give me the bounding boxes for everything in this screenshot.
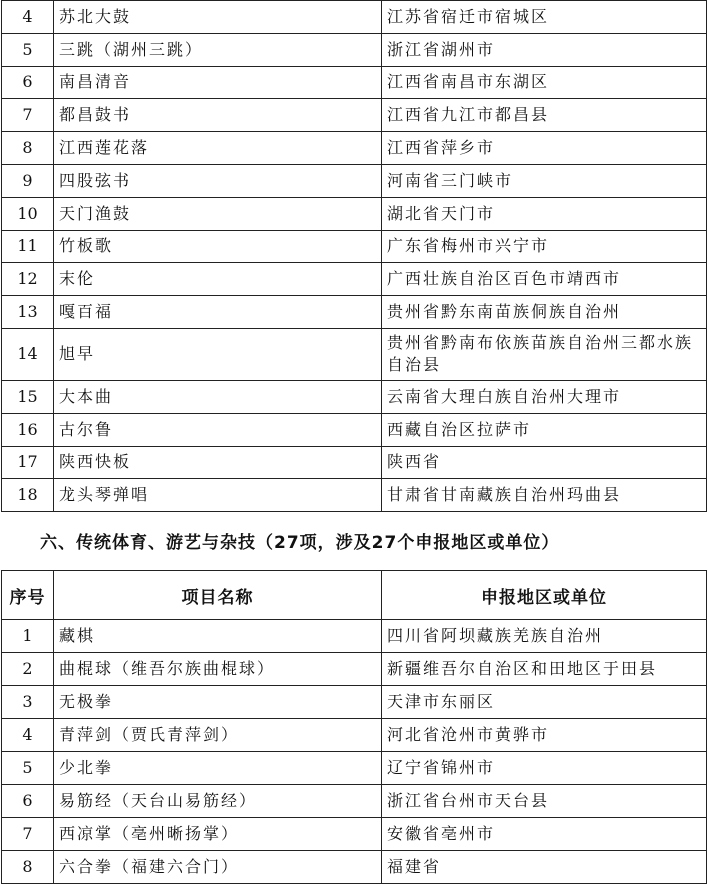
table-row bbox=[2, 686, 707, 719]
region-name: 江西省南昌市东湖区 bbox=[382, 66, 707, 99]
project-name: 大本曲 bbox=[54, 380, 382, 413]
table-row bbox=[2, 479, 707, 512]
region-name: 西藏自治区拉萨市 bbox=[382, 413, 707, 446]
region-name: 贵州省黔南布依族苗族自治州三都水族自治县 bbox=[382, 328, 707, 380]
project-name: 无极拳 bbox=[54, 686, 382, 719]
region-name: 陕西省 bbox=[382, 446, 707, 479]
project-name: 都昌鼓书 bbox=[54, 99, 382, 132]
project-name: 青萍剑（贾氏青萍剑） bbox=[54, 719, 382, 752]
project-name: 南昌清音 bbox=[54, 66, 382, 99]
table-row bbox=[2, 719, 707, 752]
row-number: 9 bbox=[2, 164, 54, 197]
table-body bbox=[2, 620, 707, 884]
region-name: 湖北省天门市 bbox=[382, 197, 707, 230]
table-row bbox=[2, 851, 707, 884]
row-number: 12 bbox=[2, 263, 54, 296]
table-row bbox=[2, 230, 707, 263]
region-name: 浙江省台州市天台县 bbox=[382, 785, 707, 818]
project-name: 嘎百福 bbox=[54, 296, 382, 329]
region-name: 贵州省黔东南苗族侗族自治州 bbox=[382, 296, 707, 329]
table-row bbox=[2, 66, 707, 99]
project-name: 竹板歌 bbox=[54, 230, 382, 263]
row-number: 8 bbox=[2, 132, 54, 165]
table-row bbox=[2, 99, 707, 132]
header-name: 项目名称 bbox=[54, 571, 382, 620]
table-row bbox=[2, 818, 707, 851]
row-number: 2 bbox=[2, 653, 54, 686]
table-row bbox=[2, 263, 707, 296]
region-name: 广东省梅州市兴宁市 bbox=[382, 230, 707, 263]
table-row bbox=[2, 1, 707, 34]
row-number: 11 bbox=[2, 230, 54, 263]
project-name: 曲棍球（维吾尔族曲棍球） bbox=[54, 653, 382, 686]
region-name: 河南省三门峡市 bbox=[382, 164, 707, 197]
region-name: 浙江省湖州市 bbox=[382, 33, 707, 66]
table-row bbox=[2, 380, 707, 413]
table-row bbox=[2, 413, 707, 446]
table-row bbox=[2, 620, 707, 653]
region-name: 安徽省亳州市 bbox=[382, 818, 707, 851]
project-name: 陕西快板 bbox=[54, 446, 382, 479]
project-table-continued bbox=[1, 0, 707, 512]
table-row bbox=[2, 164, 707, 197]
row-number: 13 bbox=[2, 296, 54, 329]
region-name: 江西省萍乡市 bbox=[382, 132, 707, 165]
row-number: 7 bbox=[2, 818, 54, 851]
region-name: 河北省沧州市黄骅市 bbox=[382, 719, 707, 752]
row-number: 4 bbox=[2, 1, 54, 34]
project-table-sports bbox=[1, 570, 707, 884]
project-name: 三跳（湖州三跳） bbox=[54, 33, 382, 66]
row-number: 17 bbox=[2, 446, 54, 479]
project-name: 西凉掌（亳州晰扬掌） bbox=[54, 818, 382, 851]
project-name: 苏北大鼓 bbox=[54, 1, 382, 34]
header-no: 序号 bbox=[2, 571, 54, 620]
region-name: 四川省阿坝藏族羌族自治州 bbox=[382, 620, 707, 653]
region-name: 甘肃省甘南藏族自治州玛曲县 bbox=[382, 479, 707, 512]
row-number: 15 bbox=[2, 380, 54, 413]
row-number: 6 bbox=[2, 66, 54, 99]
table-row bbox=[2, 132, 707, 165]
project-name: 旭早 bbox=[54, 328, 382, 380]
project-name: 天门渔鼓 bbox=[54, 197, 382, 230]
region-name: 新疆维吾尔自治区和田地区于田县 bbox=[382, 653, 707, 686]
project-name: 江西莲花落 bbox=[54, 132, 382, 165]
project-name: 龙头琴弹唱 bbox=[54, 479, 382, 512]
table-body bbox=[2, 1, 707, 512]
region-name: 江西省九江市都昌县 bbox=[382, 99, 707, 132]
row-number: 1 bbox=[2, 620, 54, 653]
row-number: 5 bbox=[2, 752, 54, 785]
row-number: 8 bbox=[2, 851, 54, 884]
header-region: 申报地区或单位 bbox=[382, 571, 707, 620]
table-row bbox=[2, 446, 707, 479]
project-name: 易筋经（天台山易筋经） bbox=[54, 785, 382, 818]
row-number: 18 bbox=[2, 479, 54, 512]
row-number: 16 bbox=[2, 413, 54, 446]
row-number: 10 bbox=[2, 197, 54, 230]
project-name: 末伦 bbox=[54, 263, 382, 296]
project-name: 六合拳（福建六合门） bbox=[54, 851, 382, 884]
region-name: 辽宁省锦州市 bbox=[382, 752, 707, 785]
project-name: 四股弦书 bbox=[54, 164, 382, 197]
row-number: 5 bbox=[2, 33, 54, 66]
row-number: 4 bbox=[2, 719, 54, 752]
section-title: 六、传统体育、游艺与杂技（27项，涉及27个申报地区或单位） bbox=[40, 533, 560, 553]
region-name: 江苏省宿迁市宿城区 bbox=[382, 1, 707, 34]
region-name: 广西壮族自治区百色市靖西市 bbox=[382, 263, 707, 296]
table-row bbox=[2, 197, 707, 230]
row-number: 3 bbox=[2, 686, 54, 719]
row-number: 14 bbox=[2, 328, 54, 380]
header-row bbox=[2, 571, 707, 620]
table-row bbox=[2, 785, 707, 818]
table-row bbox=[2, 33, 707, 66]
table-row bbox=[2, 296, 707, 329]
table-row bbox=[2, 653, 707, 686]
region-name: 天津市东丽区 bbox=[382, 686, 707, 719]
region-name: 福建省 bbox=[382, 851, 707, 884]
table-row bbox=[2, 328, 707, 380]
project-name: 古尔鲁 bbox=[54, 413, 382, 446]
table-row bbox=[2, 752, 707, 785]
row-number: 6 bbox=[2, 785, 54, 818]
row-number: 7 bbox=[2, 99, 54, 132]
project-name: 藏棋 bbox=[54, 620, 382, 653]
region-name: 云南省大理白族自治州大理市 bbox=[382, 380, 707, 413]
project-name: 少北拳 bbox=[54, 752, 382, 785]
